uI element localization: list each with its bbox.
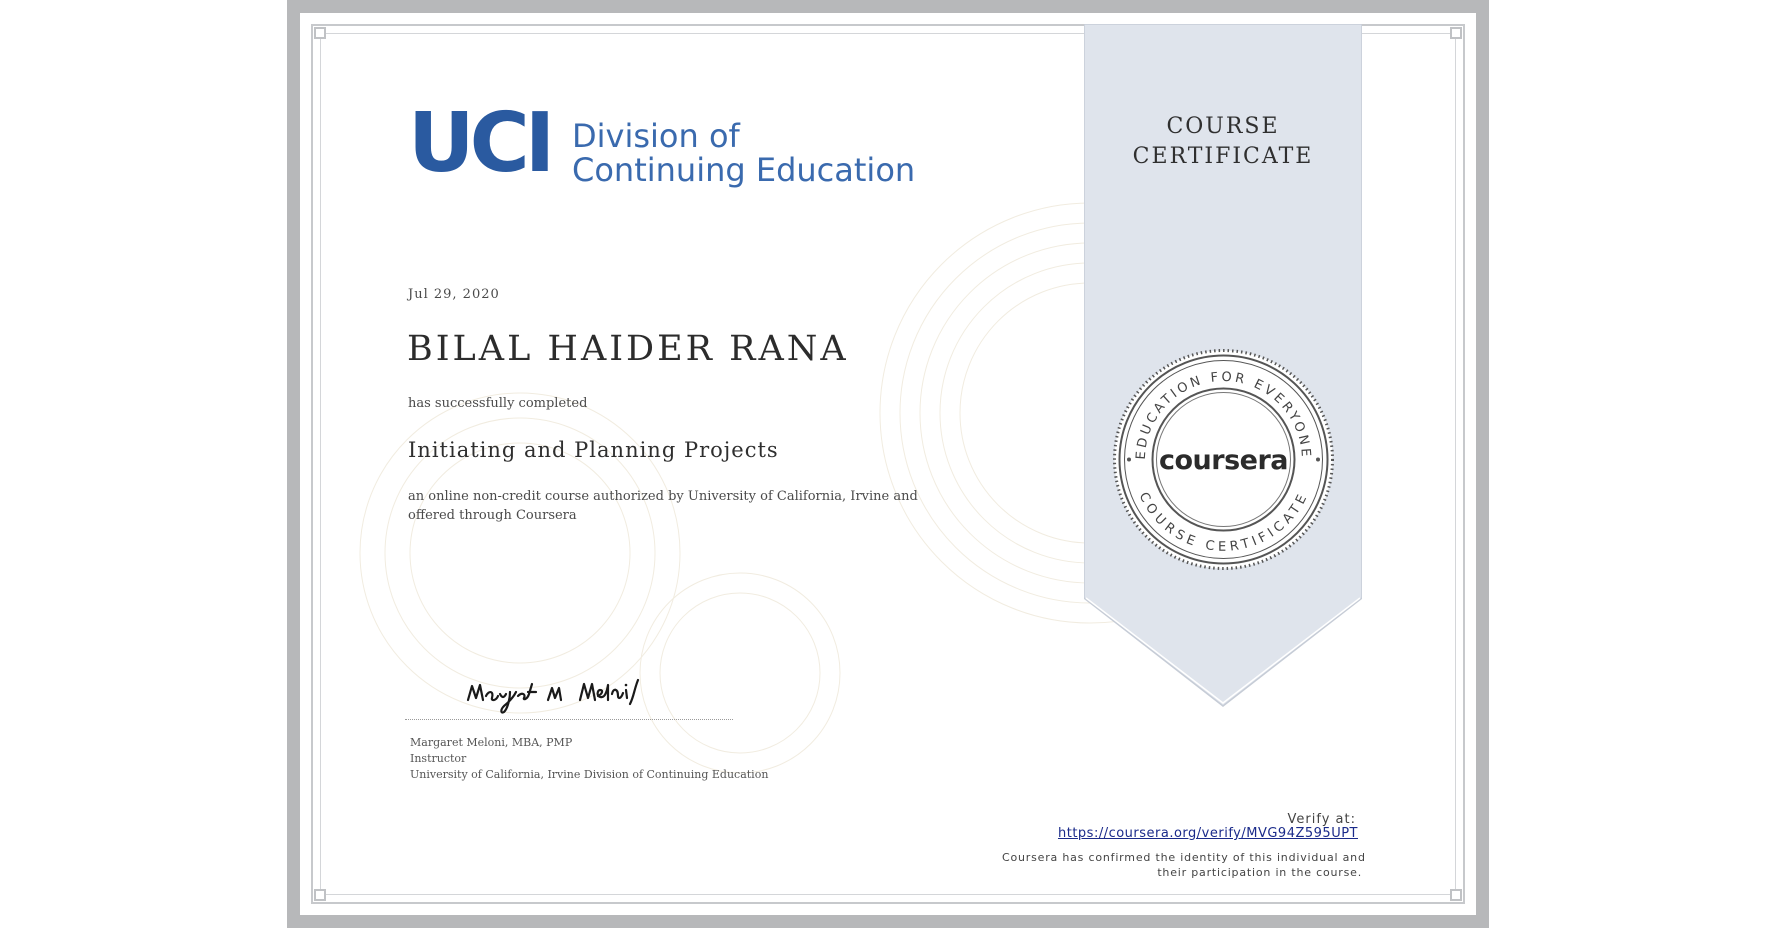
instructor-role: Instructor bbox=[410, 752, 467, 765]
certificate-date: Jul 29, 2020 bbox=[408, 287, 500, 302]
seal-brand-text: coursera bbox=[1158, 445, 1289, 476]
ribbon-title-line-1: COURSE bbox=[1166, 114, 1280, 139]
verify-note-line-1: Coursera has confirmed the identity of this individual and bbox=[1002, 851, 1366, 864]
verify-note bbox=[1002, 850, 1366, 880]
verify-note-line-2: their participation in the course. bbox=[1157, 866, 1362, 879]
ribbon-title-line-2: CERTIFICATE bbox=[1132, 144, 1314, 169]
corner-ornament-top-left bbox=[314, 27, 326, 39]
recipient-name: BILAL HAIDER RANA bbox=[407, 329, 849, 369]
signature-line bbox=[405, 719, 733, 720]
seal-bottom-text: COURSE CERTIFICATE bbox=[1135, 490, 1312, 555]
corner-ornament-bottom-left bbox=[314, 889, 326, 901]
logo-continuing-education-line: Continuing Education bbox=[572, 151, 916, 189]
course-name: Initiating and Planning Projects bbox=[408, 438, 779, 462]
completed-text: has successfully completed bbox=[408, 396, 588, 411]
uci-logo-mark: UCI bbox=[408, 96, 551, 191]
seal-top-text: EDUCATION FOR EVERYONE bbox=[1133, 369, 1314, 461]
coursera-seal bbox=[1111, 347, 1336, 572]
verify-label: Verify at: bbox=[1287, 812, 1356, 827]
logo-division-line: Division of bbox=[572, 117, 740, 155]
corner-ornament-top-right bbox=[1450, 27, 1462, 39]
course-description: an online non-credit course authorized by University of California, Irvine and offered through Coursera bbox=[408, 489, 918, 523]
corner-ornament-bottom-right bbox=[1450, 889, 1462, 901]
verify-link[interactable]: https://coursera.org/verify/MVG94Z595UPT bbox=[1057, 826, 1358, 841]
instructor-signature bbox=[462, 670, 682, 720]
instructor-organization: University of California, Irvine Division of Continuing Education bbox=[410, 768, 769, 781]
instructor-name: Margaret Meloni, MBA, PMP bbox=[410, 736, 573, 749]
